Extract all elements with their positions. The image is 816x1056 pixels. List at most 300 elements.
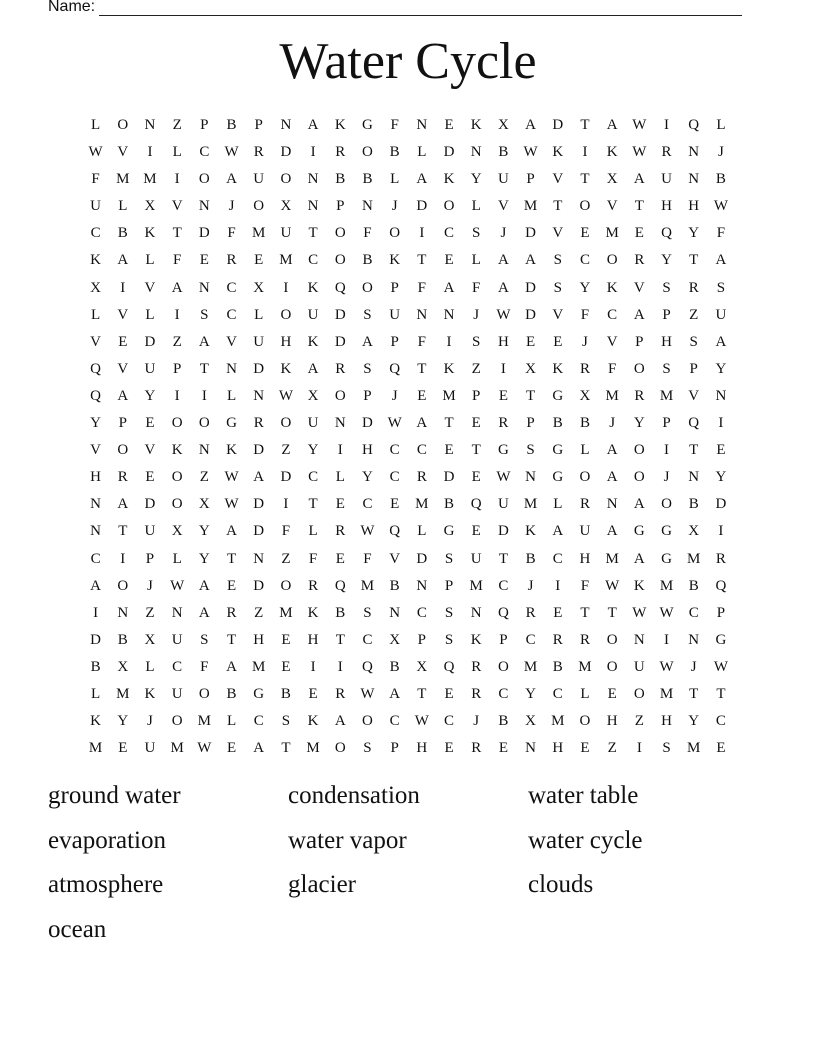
grid-letter: B (362, 171, 373, 188)
grid-letter: X (525, 713, 537, 730)
grid-letter: C (90, 550, 101, 567)
grid-letter: P (526, 415, 535, 432)
grid-letter: G (443, 523, 455, 540)
grid-letter: T (553, 198, 563, 215)
grid-letter: J (147, 713, 153, 730)
grid-letter: K (144, 225, 156, 242)
grid-letter: I (174, 171, 180, 188)
grid-letter: O (198, 685, 210, 702)
grid-letter: T (580, 171, 590, 188)
grid-letter: O (171, 713, 183, 730)
grid-letter: O (334, 740, 346, 757)
grid-letter: B (117, 225, 128, 242)
grid-letter: L (471, 198, 481, 215)
grid-letter: K (307, 333, 319, 350)
grid-letter: L (91, 117, 101, 133)
grid-letter: C (389, 469, 400, 486)
grid-letter: H (688, 198, 700, 215)
grid-letter: W (197, 740, 212, 757)
grid-letter: P (254, 117, 263, 133)
grid-letter: I (636, 740, 642, 757)
grid-letter: I (120, 279, 126, 296)
grid-letter: N (334, 415, 346, 432)
grid-letter: Z (281, 550, 291, 567)
grid-letter: D (253, 442, 265, 459)
grid-letter: X (117, 658, 129, 675)
grid-letter: U (171, 685, 183, 702)
grid-letter: Y (307, 442, 319, 459)
grid-letter: N (144, 117, 156, 133)
grid-letter: O (253, 198, 265, 215)
grid-letter: P (472, 387, 481, 404)
grid-letter: L (417, 144, 427, 161)
grid-letter: C (552, 550, 563, 567)
grid-letter: P (526, 171, 535, 188)
grid-letter: P (689, 360, 698, 377)
grid-letter: G (661, 550, 672, 567)
grid-letter: E (118, 740, 128, 757)
grid-letter: I (555, 577, 561, 594)
grid-letter: Q (389, 360, 401, 377)
grid-letter: B (389, 658, 400, 675)
name-underline (99, 1, 742, 16)
grid-letter: V (117, 306, 129, 323)
grid-letter: M (360, 577, 375, 594)
grid-letter: M (415, 496, 429, 513)
grid-letter: J (527, 577, 534, 594)
grid-letter: E (444, 117, 454, 133)
grid-letter: F (308, 550, 318, 567)
grid-letter: T (226, 631, 237, 648)
grid-letter: A (198, 333, 210, 350)
grid-letter: N (171, 604, 183, 621)
grid-letter: A (117, 387, 129, 404)
word-list-item: glacier (288, 871, 357, 898)
grid-letter: X (497, 117, 509, 133)
grid-letter: X (416, 658, 428, 675)
grid-letter: Z (172, 333, 182, 350)
grid-letter: R (226, 252, 237, 269)
grid-letter: F (91, 171, 100, 188)
grid-letter: L (226, 713, 237, 730)
grid-letter: C (389, 442, 400, 459)
grid-letter: X (198, 496, 210, 513)
grid-letter: K (90, 252, 102, 269)
grid-letter: C (253, 713, 264, 730)
grid-letter: E (444, 685, 454, 702)
grid-letter: K (470, 631, 482, 648)
grid-letter: M (578, 658, 592, 675)
grid-letter: S (689, 333, 698, 350)
grid-letter: P (200, 117, 209, 133)
grid-letter: D (525, 279, 537, 296)
grid-letter: E (607, 685, 617, 702)
grid-letter: D (198, 225, 210, 242)
word-list-item: water vapor (288, 826, 407, 854)
grid-letter: W (605, 577, 620, 594)
word-list-item: water table (528, 782, 639, 809)
grid-letter: I (337, 442, 343, 459)
grid-letter: Z (689, 306, 699, 323)
grid-letter: P (444, 577, 454, 594)
grid-letter: M (523, 658, 538, 675)
grid-letter: H (253, 631, 265, 648)
grid-letter: R (335, 360, 346, 377)
grid-letter: I (283, 279, 289, 296)
word-list-item: ground water (48, 782, 181, 809)
grid-letter: E (444, 740, 454, 757)
grid-letter: X (688, 523, 700, 540)
grid-letter: F (172, 252, 182, 269)
grid-letter: H (280, 333, 292, 350)
grid-letter: H (661, 333, 672, 350)
grid-letter: M (170, 740, 184, 757)
grid-letter: O (171, 469, 183, 486)
grid-letter: A (633, 171, 645, 188)
grid-letter: M (659, 577, 674, 594)
grid-letter: E (118, 333, 128, 350)
grid-letter: L (716, 117, 726, 133)
grid-letter: I (500, 360, 506, 377)
grid-letter: S (526, 442, 535, 459)
grid-letter: M (442, 387, 456, 404)
word-list-item: ocean (48, 915, 107, 943)
grid-letter: O (117, 442, 129, 459)
grid-letter: M (306, 740, 320, 757)
grid-letter: M (551, 713, 565, 730)
grid-letter: E (226, 577, 237, 594)
grid-letter: A (715, 333, 727, 350)
grid-letter: X (144, 198, 156, 215)
grid-letter: S (363, 740, 372, 757)
grid-letter: A (307, 117, 319, 133)
grid-letter: A (253, 469, 265, 486)
grid-letter: J (690, 658, 697, 675)
grid-letter: T (172, 225, 182, 242)
grid-letter: T (444, 415, 454, 432)
grid-letter: Q (90, 387, 102, 404)
grid-letter: T (689, 685, 699, 702)
grid-letter: P (662, 415, 671, 432)
grid-letter: Q (661, 225, 672, 242)
grid-letter: M (116, 685, 130, 702)
grid-letter: A (198, 577, 210, 594)
grid-letter: X (280, 198, 292, 215)
grid-letter: C (525, 631, 536, 648)
grid-letter: H (552, 740, 564, 757)
grid-letter: E (281, 631, 291, 648)
grid-letter: K (389, 252, 401, 269)
grid-letter: E (281, 658, 291, 675)
grid-letter: Q (688, 415, 700, 432)
grid-letter: R (471, 740, 482, 757)
grid-letter: N (470, 604, 482, 621)
grid-letter: U (171, 631, 183, 648)
grid-letter: B (226, 685, 237, 702)
grid-letter: V (90, 333, 102, 350)
grid-letter: R (471, 658, 482, 675)
grid-letter: E (634, 225, 644, 242)
grid-letter: E (716, 740, 726, 757)
grid-letter: T (417, 685, 427, 702)
grid-letter: V (117, 360, 129, 377)
grid-letter: C (172, 658, 183, 675)
grid-letter: M (252, 225, 266, 242)
grid-letter: S (444, 550, 454, 567)
grid-letter: D (253, 496, 265, 513)
grid-letter: A (334, 713, 346, 730)
grid-letter: W (278, 387, 293, 404)
grid-letter: A (416, 415, 428, 432)
grid-letter: N (307, 171, 319, 188)
grid-letter: G (552, 442, 564, 459)
grid-letter: O (362, 713, 373, 730)
grid-letter: R (525, 604, 536, 621)
grid-letter: N (117, 604, 129, 621)
page-title: Water Cycle (279, 33, 537, 90)
grid-letter: G (661, 523, 672, 540)
grid-letter: U (497, 171, 509, 188)
grid-letter: B (280, 685, 291, 702)
grid-letter: D (280, 469, 292, 486)
grid-letter: R (498, 415, 509, 432)
grid-letter: L (172, 144, 182, 161)
grid-letter: C (444, 225, 455, 242)
grid-letter: W (713, 198, 728, 215)
grid-letter: P (716, 604, 726, 621)
grid-letter: L (91, 306, 101, 323)
grid-letter: Y (525, 685, 537, 702)
grid-letter: O (280, 306, 292, 323)
grid-letter: J (228, 198, 235, 215)
grid-letter: N (90, 496, 102, 513)
grid-letter: F (716, 225, 726, 242)
grid-letter: D (443, 144, 455, 161)
grid-letter: X (307, 387, 319, 404)
grid-letter: L (172, 550, 182, 567)
grid-letter: P (363, 387, 372, 404)
grid-letter: U (307, 415, 319, 432)
grid-letter: J (663, 469, 670, 486)
grid-letter: U (497, 496, 509, 513)
grid-letter: V (552, 225, 564, 242)
grid-letter: S (363, 360, 372, 377)
grid-letter: L (390, 171, 400, 188)
grid-letter: V (171, 198, 183, 215)
grid-letter: J (473, 713, 480, 730)
grid-letter: I (201, 387, 207, 404)
grid-letter: K (144, 685, 156, 702)
grid-letter: I (310, 144, 316, 161)
grid-letter: F (390, 117, 399, 133)
grid-letter: B (335, 604, 346, 621)
grid-letter: C (444, 713, 455, 730)
grid-letter: D (497, 523, 509, 540)
grid-letter: W (387, 415, 402, 432)
grid-letter: L (335, 469, 345, 486)
grid-letter: W (414, 713, 429, 730)
grid-letter: U (144, 740, 156, 757)
grid-letter: A (226, 658, 237, 675)
grid-letter: W (360, 523, 375, 540)
grid-letter: E (444, 442, 454, 459)
grid-letter: T (607, 604, 617, 621)
grid-letter: B (389, 577, 400, 594)
grid-letter: O (334, 387, 346, 404)
grid-letter: T (308, 496, 318, 513)
grid-letter: P (417, 631, 427, 648)
grid-letter: E (145, 415, 155, 432)
grid-letter: R (634, 387, 645, 404)
grid-letter: Y (715, 360, 727, 377)
grid-letter: O (117, 117, 129, 133)
grid-letter: D (525, 225, 537, 242)
grid-letter: C (579, 252, 590, 269)
grid-letter: N (416, 117, 428, 133)
grid-letter: O (171, 415, 183, 432)
grid-letter: M (197, 713, 212, 730)
grid-letter: L (226, 387, 237, 404)
grid-letter: U (389, 306, 401, 323)
grid-letter: D (416, 550, 428, 567)
grid-letter: D (416, 198, 428, 215)
grid-letter: H (497, 333, 509, 350)
grid-letter: M (605, 387, 619, 404)
grid-letter: A (497, 252, 509, 269)
grid-letter: K (307, 279, 319, 296)
grid-letter: E (335, 496, 345, 513)
grid-letter: U (144, 360, 156, 377)
grid-letter: W (170, 577, 185, 594)
grid-letter: Y (579, 279, 591, 296)
grid-letter: V (688, 387, 700, 404)
grid-letter: O (280, 415, 292, 432)
grid-letter: D (334, 333, 346, 350)
grid-letter: R (253, 415, 264, 432)
grid-letter: U (715, 306, 727, 323)
grid-letter: N (198, 198, 210, 215)
grid-letter: L (417, 523, 427, 540)
grid-letter: X (171, 523, 183, 540)
grid-letter: X (144, 631, 156, 648)
grid-letter: N (470, 144, 482, 161)
grid-letter: F (227, 225, 236, 242)
grid-letter: O (362, 279, 373, 296)
grid-letter: C (90, 225, 101, 242)
grid-letter: K (443, 360, 455, 377)
grid-letter: D (362, 415, 373, 432)
grid-letter: B (525, 550, 536, 567)
grid-letter: H (362, 442, 373, 459)
grid-letter: N (688, 631, 700, 648)
grid-letter: I (147, 144, 153, 161)
grid-letter: W (88, 144, 103, 161)
grid-letter: I (664, 631, 670, 648)
grid-letter: R (552, 631, 563, 648)
grid-letter: X (525, 360, 537, 377)
grid-letter: F (417, 333, 427, 350)
grid-letter: I (446, 333, 452, 350)
grid-letter: R (335, 144, 346, 161)
grid-letter: A (362, 333, 373, 350)
grid-letter: O (389, 225, 401, 242)
grid-letter: K (307, 604, 319, 621)
grid-letter: N (715, 387, 727, 404)
grid-letter: R (579, 631, 590, 648)
grid-letter: S (363, 306, 372, 323)
grid-letter: L (308, 523, 318, 540)
grid-letter: Y (688, 713, 700, 730)
grid-letter: I (419, 225, 425, 242)
grid-letter: S (553, 279, 562, 296)
grid-letter: K (552, 360, 564, 377)
grid-letter: N (389, 604, 401, 621)
grid-letter: I (718, 523, 724, 540)
grid-letter: Q (497, 604, 509, 621)
grid-letter: A (443, 279, 455, 296)
grid-letter: O (633, 442, 645, 459)
grid-letter: F (580, 306, 590, 323)
grid-letter: S (281, 713, 291, 730)
grid-letter: K (633, 577, 645, 594)
grid-letter: Q (389, 523, 401, 540)
grid-letter: G (226, 415, 237, 432)
grid-letter: Z (145, 604, 155, 621)
grid-letter: U (579, 523, 591, 540)
grid-letter: B (688, 577, 699, 594)
grid-letter: C (362, 496, 373, 513)
grid-letter: N (280, 117, 292, 133)
grid-letter: A (606, 117, 618, 133)
grid-letter: O (171, 496, 183, 513)
grid-letter: C (416, 442, 427, 459)
grid-letter: S (200, 631, 209, 648)
word-list-item: evaporation (48, 826, 167, 854)
grid-letter: Z (607, 740, 617, 757)
grid-letter: N (226, 360, 237, 377)
grid-letter: E (199, 252, 209, 269)
grid-letter: N (198, 442, 210, 459)
grid-letter: V (226, 333, 237, 350)
grid-letter: B (90, 658, 101, 675)
grid-letter: T (308, 225, 318, 242)
grid-letter: V (117, 144, 129, 161)
grid-letter: O (633, 360, 645, 377)
grid-letter: C (226, 279, 237, 296)
grid-letter: V (606, 333, 618, 350)
grid-letter: E (498, 387, 508, 404)
grid-letter: P (336, 198, 345, 215)
grid-letter: M (279, 604, 293, 621)
grid-letter: S (662, 279, 671, 296)
grid-letter: H (307, 631, 319, 648)
grid-letter: O (334, 225, 346, 242)
grid-letter: N (633, 631, 645, 648)
grid-letter: C (199, 144, 210, 161)
grid-letter: D (525, 306, 537, 323)
grid-letter: E (526, 333, 536, 350)
grid-letter: O (633, 685, 645, 702)
grid-letter: W (523, 144, 538, 161)
grid-letter: P (662, 306, 671, 323)
grid-letter: M (687, 550, 701, 567)
grid-letter: X (253, 279, 265, 296)
grid-letter: W (632, 117, 647, 133)
grid-letter: K (470, 117, 482, 133)
grid-letter: Q (334, 279, 346, 296)
grid-letter: K (90, 713, 102, 730)
grid-letter: B (715, 171, 726, 188)
